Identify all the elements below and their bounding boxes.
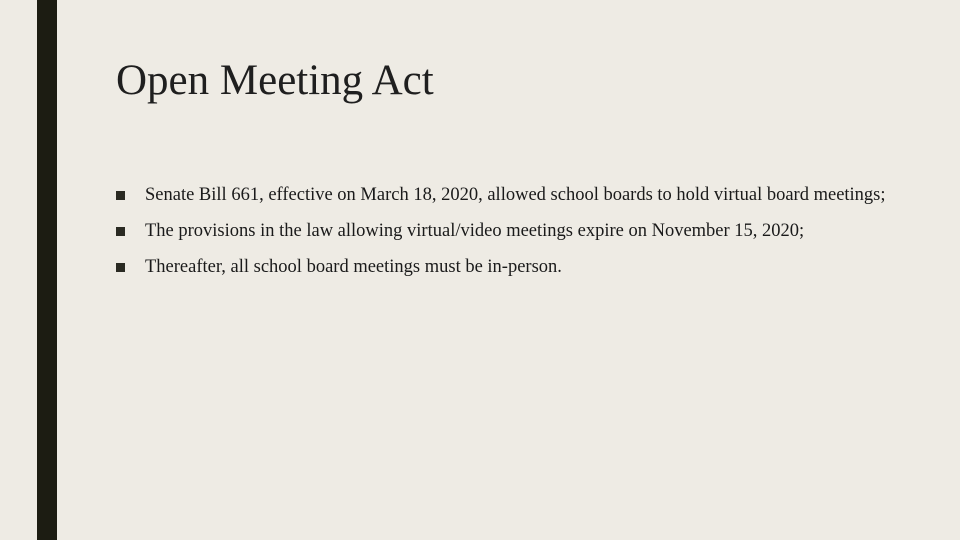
slide-accent-bar — [37, 0, 57, 540]
bullet-text: The provisions in the law allowing virtual/video meetings expire on November 15, 2020; — [145, 221, 805, 241]
square-bullet-icon — [116, 191, 125, 200]
bullet-text: Senate Bill 661, effective on March 18, 2020, allowed school boards to hold virtual board meetings; — [145, 185, 886, 205]
slide-title: Open Meeting Act — [116, 57, 434, 104]
bullet-item — [116, 257, 896, 278]
bullet-list — [116, 185, 896, 293]
bullet-item — [116, 221, 896, 242]
bullet-item — [116, 185, 896, 206]
bullet-text: Thereafter, all school board meetings must be in-person. — [145, 257, 562, 277]
square-bullet-icon — [116, 227, 125, 236]
square-bullet-icon — [116, 263, 125, 272]
